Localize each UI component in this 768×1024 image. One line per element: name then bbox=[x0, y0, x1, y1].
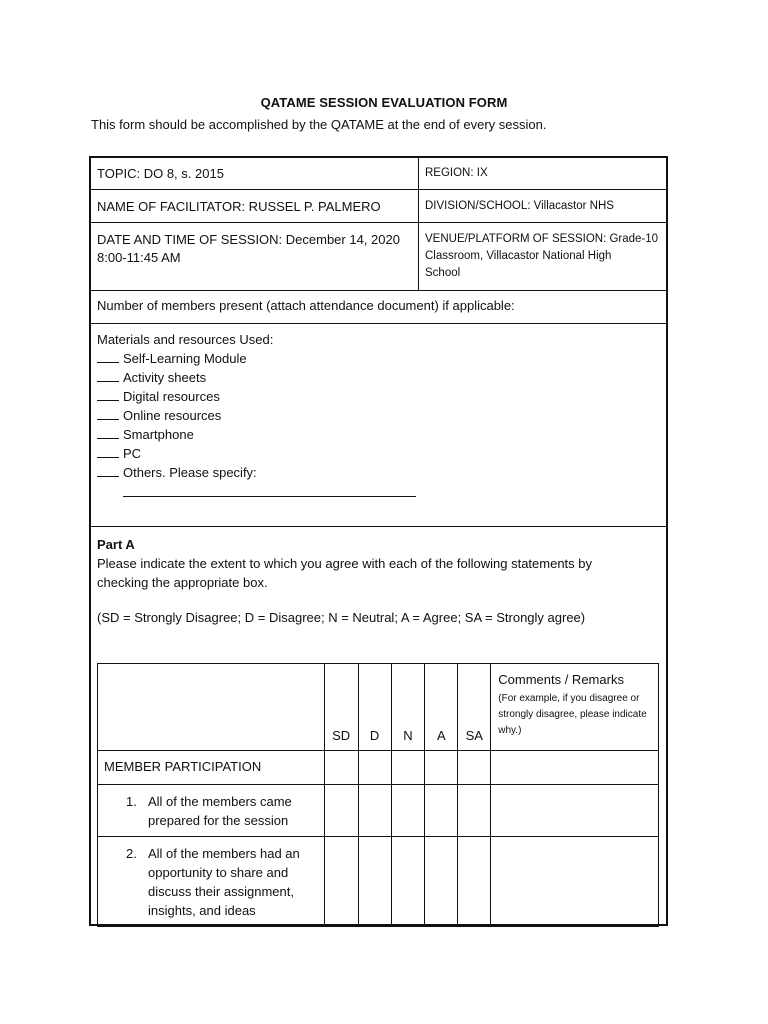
material-item[interactable]: Others. Please specify: bbox=[97, 463, 273, 482]
part-a-instruction: Please indicate the extent to which you agree with each of the following statements by bbox=[97, 556, 593, 571]
rating-cell[interactable] bbox=[425, 837, 458, 927]
rating-cell[interactable] bbox=[358, 837, 391, 927]
row-divider bbox=[89, 323, 668, 324]
checkbox-blank[interactable] bbox=[97, 369, 119, 382]
part-a-section bbox=[97, 535, 657, 592]
venue-line: Classroom, Villacastor National High bbox=[425, 250, 612, 262]
checkbox-blank[interactable] bbox=[97, 445, 119, 458]
rating-cell[interactable] bbox=[358, 785, 391, 837]
rating-cell[interactable] bbox=[425, 751, 458, 785]
table-header-row bbox=[98, 664, 659, 751]
venue-field bbox=[425, 231, 658, 282]
material-item[interactable]: Digital resources bbox=[97, 387, 273, 406]
rating-scale-legend: (SD = Strongly Disagree; D = Disagree; N = Neutral; A = Agree; SA = Strongly agree) bbox=[97, 610, 586, 625]
region-field: REGION: IX bbox=[425, 167, 488, 179]
statement-line: opportunity to share and bbox=[148, 865, 289, 880]
evaluation-table bbox=[97, 663, 659, 927]
rating-cell[interactable] bbox=[391, 751, 425, 785]
statement-line: discuss their assignment, bbox=[148, 884, 294, 899]
row-divider bbox=[89, 189, 668, 190]
checkbox-blank[interactable] bbox=[97, 426, 119, 439]
rating-cell[interactable] bbox=[391, 837, 425, 927]
rating-cell[interactable] bbox=[391, 785, 425, 837]
rating-cell[interactable] bbox=[458, 837, 491, 927]
rating-cell[interactable] bbox=[324, 751, 358, 785]
table-row bbox=[98, 785, 659, 837]
statement-line: All of the members had an bbox=[148, 846, 300, 861]
rating-cell[interactable] bbox=[458, 785, 491, 837]
column-header-remarks bbox=[491, 664, 659, 751]
remarks-cell[interactable] bbox=[491, 785, 659, 837]
column-header-a: A bbox=[425, 664, 458, 751]
rating-cell[interactable] bbox=[425, 785, 458, 837]
row-divider bbox=[89, 290, 668, 291]
column-header-n: N bbox=[391, 664, 425, 751]
remarks-title: Comments / Remarks bbox=[498, 672, 624, 687]
form-intro: This form should be accomplished by the QATAME at the end of every session. bbox=[91, 117, 547, 132]
checkbox-blank[interactable] bbox=[97, 350, 119, 363]
checkbox-blank[interactable] bbox=[97, 388, 119, 401]
division-field: DIVISION/SCHOOL: Villacastor NHS bbox=[425, 200, 614, 212]
material-item[interactable]: Self-Learning Module bbox=[97, 349, 273, 368]
statement-cell bbox=[98, 785, 325, 837]
session-time-line: 8:00-11:45 AM bbox=[97, 250, 181, 265]
rating-cell[interactable] bbox=[358, 751, 391, 785]
row-divider bbox=[89, 526, 668, 527]
venue-line: VENUE/PLATFORM OF SESSION: Grade-10 bbox=[425, 233, 659, 245]
topic-field: TOPIC: DO 8, s. 2015 bbox=[97, 166, 224, 181]
statement-cell bbox=[98, 837, 325, 927]
remarks-cell[interactable] bbox=[491, 751, 659, 785]
table-row bbox=[98, 751, 659, 785]
material-item[interactable]: PC bbox=[97, 444, 273, 463]
statement-header-cell bbox=[98, 664, 325, 751]
rating-cell[interactable] bbox=[458, 751, 491, 785]
table-row bbox=[98, 837, 659, 927]
material-item[interactable]: Smartphone bbox=[97, 425, 273, 444]
section-label: MEMBER PARTICIPATION bbox=[98, 751, 325, 785]
remarks-note: (For example, if you disagree or strongly disagree, please indicate why.) bbox=[498, 693, 647, 736]
statement-line: insights, and ideas bbox=[148, 903, 256, 918]
column-divider bbox=[418, 156, 419, 290]
form-title: QATAME SESSION EVALUATION FORM bbox=[260, 95, 508, 110]
statement-line: prepared for the session bbox=[148, 813, 289, 828]
checkbox-blank[interactable] bbox=[97, 407, 119, 420]
session-date-field bbox=[97, 231, 400, 267]
specify-input-line[interactable] bbox=[123, 496, 416, 497]
column-header-d: D bbox=[358, 664, 391, 751]
venue-line: School bbox=[425, 267, 461, 279]
materials-heading: Materials and resources Used: bbox=[97, 332, 274, 347]
members-present-field: Number of members present (attach attendance document) if applicable: bbox=[97, 298, 515, 313]
part-a-instruction: checking the appropriate box. bbox=[97, 575, 268, 590]
column-header-sa: SA bbox=[458, 664, 491, 751]
facilitator-field: NAME OF FACILITATOR: RUSSEL P. PALMERO bbox=[97, 199, 381, 214]
statement-number: 1. bbox=[126, 794, 137, 809]
material-item[interactable]: Online resources bbox=[97, 406, 273, 425]
material-item[interactable]: Activity sheets bbox=[97, 368, 273, 387]
part-a-heading: Part A bbox=[97, 537, 135, 552]
remarks-cell[interactable] bbox=[491, 837, 659, 927]
column-header-sd: SD bbox=[324, 664, 358, 751]
rating-cell[interactable] bbox=[324, 837, 358, 927]
materials-section bbox=[97, 330, 273, 482]
checkbox-blank[interactable] bbox=[97, 464, 119, 477]
rating-cell[interactable] bbox=[324, 785, 358, 837]
row-divider bbox=[89, 222, 668, 223]
statement-number: 2. bbox=[126, 846, 137, 861]
session-date-line: DATE AND TIME OF SESSION: December 14, 2020 bbox=[97, 232, 400, 247]
statement-line: All of the members came bbox=[148, 794, 292, 809]
